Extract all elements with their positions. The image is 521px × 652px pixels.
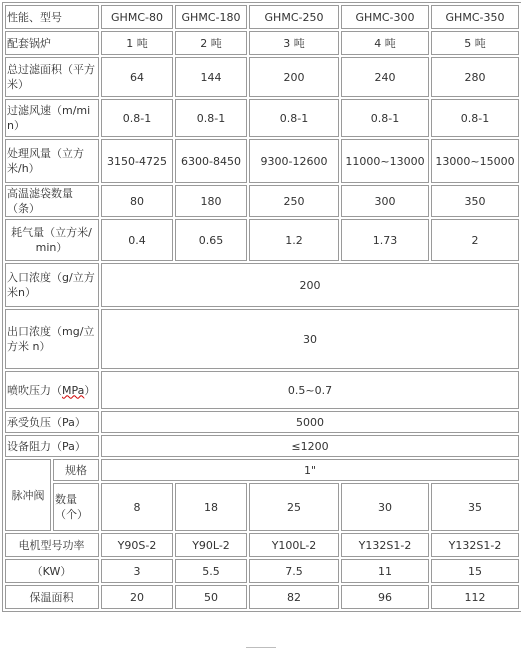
row-label: 高温滤袋数量（条） <box>5 185 99 217</box>
model-header: GHMC-180 <box>175 5 247 29</box>
row-label-prefix: 喷吹压力（ <box>7 383 62 397</box>
row-label <box>5 371 99 409</box>
cell-value: 6300-8450 <box>175 139 247 183</box>
cell-value: 3150-4725 <box>101 139 173 183</box>
row-label: 配套锅炉 <box>5 31 99 55</box>
cell-value: 1.2 <box>249 219 339 261</box>
table-row-air-consumption <box>5 219 519 261</box>
table-row-resistance <box>5 435 519 457</box>
cell-value: Y100L-2 <box>249 533 339 557</box>
row-group-label: 脉冲阀 <box>5 459 51 531</box>
cell-value-merged: 30 <box>101 309 519 369</box>
row-label: 过滤风速（m/min） <box>5 99 99 137</box>
cell-value: 2 吨 <box>175 31 247 55</box>
row-label-suffix: ） <box>84 383 96 397</box>
cell-value: 64 <box>101 57 173 97</box>
cell-value: 8 <box>101 483 173 531</box>
cell-value-merged: ≤1200 <box>101 435 519 457</box>
table-row-filter-speed <box>5 99 519 137</box>
cell-value: 20 <box>101 585 173 609</box>
sub-row-label: 规格 <box>53 459 99 481</box>
cell-value: 0.8-1 <box>431 99 519 137</box>
cell-value: 112 <box>431 585 519 609</box>
table-row-outlet-concentration <box>5 309 519 369</box>
cell-value: 300 <box>341 185 429 217</box>
cell-value: 82 <box>249 585 339 609</box>
cell-value: 0.65 <box>175 219 247 261</box>
cell-value: 11 <box>341 559 429 583</box>
cell-value-merged: 5000 <box>101 411 519 433</box>
spec-table <box>2 2 521 612</box>
row-label: 入口浓度（g/立方米n） <box>5 263 99 307</box>
cell-value-merged: 1" <box>101 459 519 481</box>
cell-value: 9300-12600 <box>249 139 339 183</box>
table-row-pulse-valve-qty <box>5 483 519 531</box>
cell-value: 2 <box>431 219 519 261</box>
cell-value: 0.8-1 <box>249 99 339 137</box>
cell-value: Y90L-2 <box>175 533 247 557</box>
cell-value: 18 <box>175 483 247 531</box>
cell-value: 0.8-1 <box>175 99 247 137</box>
cell-value: 25 <box>249 483 339 531</box>
cell-value: 280 <box>431 57 519 97</box>
table-row-motor-model <box>5 533 519 557</box>
cell-value: 180 <box>175 185 247 217</box>
cell-value: 0.8-1 <box>101 99 173 137</box>
row-label: 保温面积 <box>5 585 99 609</box>
sub-row-label: 数量（个） <box>53 483 99 531</box>
cell-value: 4 吨 <box>341 31 429 55</box>
cell-value: 0.4 <box>101 219 173 261</box>
cell-value: 35 <box>431 483 519 531</box>
row-label: 电机型号功率 <box>5 533 99 557</box>
cell-value: 80 <box>101 185 173 217</box>
cell-value: 13000~15000 <box>431 139 519 183</box>
cell-value: 250 <box>249 185 339 217</box>
cell-value: 350 <box>431 185 519 217</box>
header-label: 性能、型号 <box>5 5 99 29</box>
cell-value: 3 <box>101 559 173 583</box>
cell-value: 240 <box>341 57 429 97</box>
cell-value: 96 <box>341 585 429 609</box>
cell-value: 11000~13000 <box>341 139 429 183</box>
cell-value: Y132S1-2 <box>431 533 519 557</box>
row-label: 承受负压（Pa） <box>5 411 99 433</box>
cell-value: 5.5 <box>175 559 247 583</box>
table-row-pulse-valve-spec <box>5 459 519 481</box>
model-header: GHMC-80 <box>101 5 173 29</box>
cell-value: 1 吨 <box>101 31 173 55</box>
table-row-motor-power <box>5 559 519 583</box>
table-row-bag-count <box>5 185 519 217</box>
table-row-negative-pressure <box>5 411 519 433</box>
cell-value: 30 <box>341 483 429 531</box>
cell-value: 50 <box>175 585 247 609</box>
cell-value: 5 吨 <box>431 31 519 55</box>
cell-value: 15 <box>431 559 519 583</box>
row-label-unit: MPa <box>62 383 85 397</box>
model-header: GHMC-300 <box>341 5 429 29</box>
model-header: GHMC-350 <box>431 5 519 29</box>
cell-value: 7.5 <box>249 559 339 583</box>
row-label: 设备阻力（Pa） <box>5 435 99 457</box>
table-row-filter-area <box>5 57 519 97</box>
row-label: 耗气量（立方米/min） <box>5 219 99 261</box>
header-row <box>5 5 519 29</box>
row-label: 处理风量（立方米/h） <box>5 139 99 183</box>
cell-value: 3 吨 <box>249 31 339 55</box>
table-row-blow-pressure <box>5 371 519 409</box>
bottom-divider <box>246 647 276 648</box>
row-label: （KW） <box>5 559 99 583</box>
cell-value-merged: 0.5~0.7 <box>101 371 519 409</box>
cell-value: 200 <box>249 57 339 97</box>
model-header: GHMC-250 <box>249 5 339 29</box>
row-label: 出口浓度（mg/立方米 n） <box>5 309 99 369</box>
table-row-insulation <box>5 585 519 609</box>
table-row-boiler <box>5 31 519 55</box>
spec-sheet <box>2 2 518 612</box>
cell-value: 144 <box>175 57 247 97</box>
cell-value-merged: 200 <box>101 263 519 307</box>
cell-value: Y132S1-2 <box>341 533 429 557</box>
table-row-air-volume <box>5 139 519 183</box>
row-label: 总过滤面积（平方米） <box>5 57 99 97</box>
table-row-inlet-concentration <box>5 263 519 307</box>
cell-value: Y90S-2 <box>101 533 173 557</box>
cell-value: 1.73 <box>341 219 429 261</box>
cell-value: 0.8-1 <box>341 99 429 137</box>
